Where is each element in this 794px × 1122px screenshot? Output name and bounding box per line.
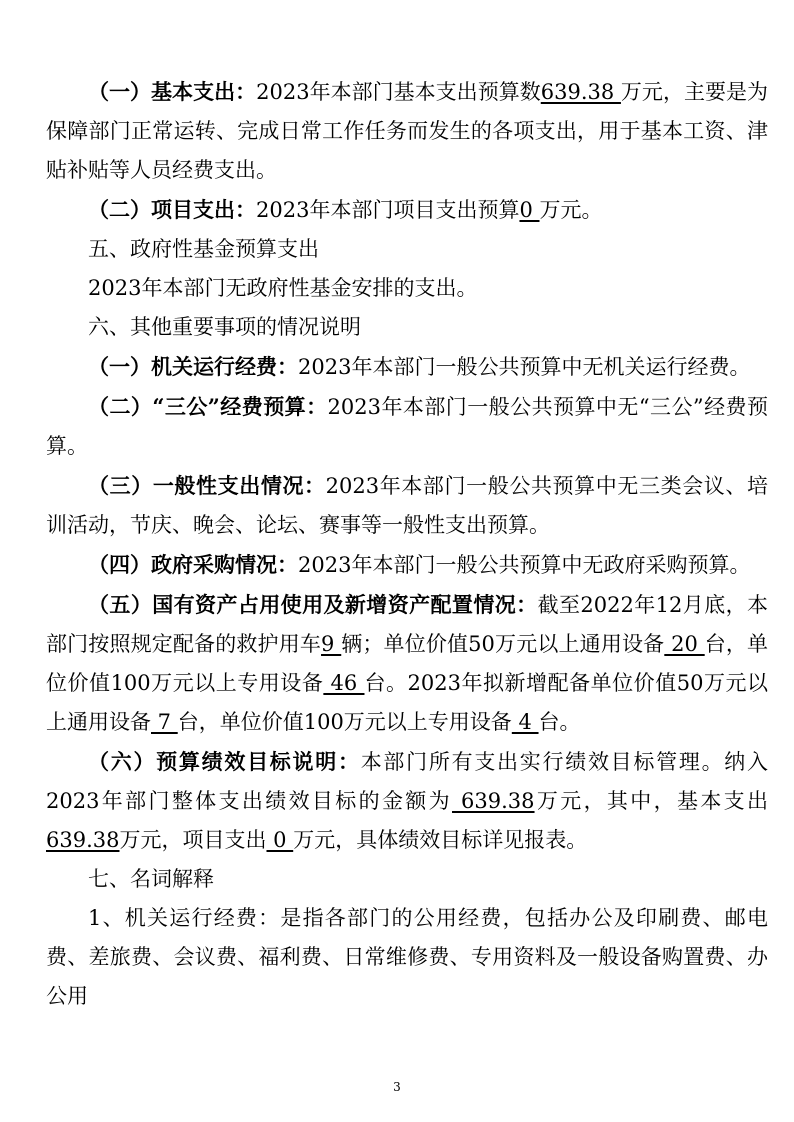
text-basic-expenditure-1: 2023年本部门基本支出预算数 <box>256 80 541 104</box>
label-general-expenditure: （三）一般性支出情况： <box>88 473 326 498</box>
value-general-equipment: 20 <box>664 632 705 656</box>
label-basic-expenditure: （一）基本支出： <box>88 79 257 104</box>
page-number: 3 <box>393 1080 401 1094</box>
text-procurement: 2023年本部门一般公共预算中无政府采购预算。 <box>298 553 751 577</box>
text-three-public: 2023年本部门一般公共预算中无“三公”经费预算。 <box>46 395 768 458</box>
paragraph-term-definition-1: 1、机关运行经费：是指各部门的公用经费，包括办公及印刷费、邮电费、差旅费、会议费、福利费、日常维修费、专用资料及一般设备购置费、办公用 <box>46 906 768 1008</box>
text-state-assets-6: 台。 <box>538 710 581 734</box>
label-three-public: （二）“三公”经费预算： <box>88 394 328 419</box>
paragraph-operating-expenses <box>46 347 768 387</box>
paragraph-project-expenditure <box>46 190 768 230</box>
text-basic-expenditure-2: 万元，主要是为保障部门正常运转、完成日常工作任务而发生的各项支出，用于基本工资、津贴补贴等人员经费支出。 <box>46 80 769 182</box>
text-project-expenditure-2: 万元。 <box>539 198 603 222</box>
text-state-assets-5: 台，单位价值100万元以上专用设备 <box>177 710 512 734</box>
value-special-equipment: 46 <box>323 671 365 695</box>
value-total-amount: 639.38 <box>452 789 535 813</box>
text-state-assets-2: 辆；单位价值50万元以上通用设备 <box>341 632 665 656</box>
value-ambulances: 9 <box>321 632 342 656</box>
text-performance-goals-4: 万元，具体绩效目标详见报表。 <box>293 828 588 852</box>
paragraph-procurement <box>46 545 768 585</box>
value-basic-amount: 639.38 <box>46 828 120 852</box>
paragraph-basic-expenditure <box>46 72 768 190</box>
paragraph-government-fund: 2023年本部门无政府性基金安排的支出。 <box>88 276 478 300</box>
document-body <box>46 72 768 1016</box>
text-state-assets-4: 台。2023年拟新增配备单位价值50万元以上通用设备 <box>46 671 768 734</box>
paragraph-general-expenditure <box>46 466 768 545</box>
heading-section-6: 六、其他重要事项的情况说明 <box>88 315 361 339</box>
text-state-assets-3: 台，单位价值100万元以上专用设备 <box>46 632 768 695</box>
label-operating-expenses: （一）机关运行经费： <box>88 354 298 379</box>
paragraph-three-public <box>46 387 768 466</box>
heading-section-7: 七、名词解释 <box>88 867 214 891</box>
text-performance-goals-3: 万元，项目支出 <box>119 828 267 852</box>
label-performance-goals: （六）预算绩效目标说明： <box>88 749 361 774</box>
paragraph-performance-goals <box>46 742 768 860</box>
amount-basic-expenditure: 639.38 <box>540 80 621 104</box>
value-new-general-equipment: 7 <box>151 710 178 734</box>
value-project-amount: 0 <box>266 828 294 852</box>
text-performance-goals-1: 本部门所有支出实行绩效目标管理。纳入2023年部门整体支出绩效目标的金额为 <box>46 750 769 813</box>
heading-section-5: 五、政府性基金预算支出 <box>88 237 319 261</box>
label-state-assets: （五）国有资产占用使用及新增资产配置情况： <box>88 592 538 617</box>
label-procurement: （四）政府采购情况： <box>88 552 298 577</box>
value-new-special-equipment: 4 <box>511 710 539 734</box>
paragraph-state-assets <box>46 585 768 742</box>
text-project-expenditure-1: 2023年本部门项目支出预算 <box>256 198 520 222</box>
label-project-expenditure: （二）项目支出： <box>88 197 256 222</box>
amount-project-expenditure: 0 <box>519 198 540 222</box>
text-general-expenditure: 2023年本部门一般公共预算中无三类会议、培训活动，节庆、晚会、论坛、赛事等一般性支出预算。 <box>46 474 768 537</box>
text-performance-goals-2: 万元，其中，基本支出 <box>534 789 769 813</box>
text-state-assets-1: 截至2022年12月底，本部门按照规定配备的救护用车 <box>46 593 769 656</box>
text-operating-expenses: 2023年本部门一般公共预算中无机关运行经费。 <box>298 355 751 379</box>
